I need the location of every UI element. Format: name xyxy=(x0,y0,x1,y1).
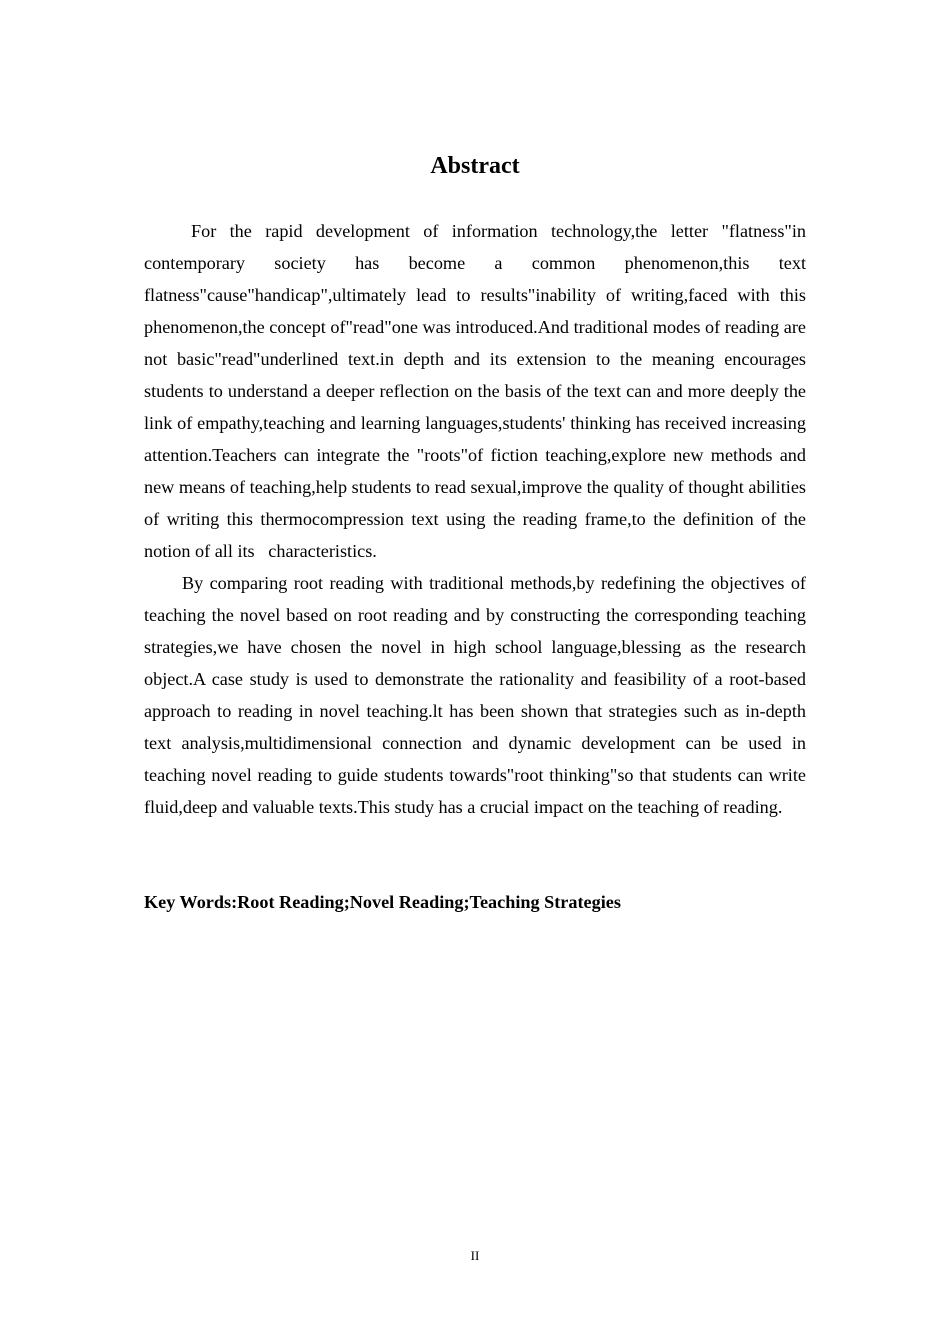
keywords-line: Key Words:Root Reading;Novel Reading;Teaching Strategies xyxy=(144,892,621,912)
page-number: II xyxy=(470,1248,480,1263)
abstract-paragraph-2: By comparing root reading with traditional methods,by redefining the objectives of teaching the novel based on root reading and by constructing the corresponding teaching strategies,we have chosen the novel in high school language,blessing as the research object.A case study is used to demonstrate the rationality and feasibility of a root-based approach to reading in novel teaching.lt has been shown that strategies such as in-depth text analysis,multidimensional connection and dynamic development can be used in teaching novel reading to guide students towards"root thinking"so that students can write fluid,deep and valuable texts.This study has a crucial impact on the teaching of reading. xyxy=(144,573,806,817)
abstract-paragraph-1: For the rapid development of information technology,the letter "flatness"in contemporary society has become a common phenomenon,this text flatness"cause"handicap",ultimately lead to results"inability of writing,faced with this phenomenon,the concept of"read"one was introduced.And traditional modes of reading are not basic"read"underlined text.in depth and its extension to the meaning encourages students to understand a deeper reflection on the basis of the text can and more deeply the link of empathy,teaching and learning languages,students' thinking has received increasing attention.Teachers can integrate the "roots"of fiction teaching,explore new methods and new means of teaching,help students to read sexual,improve the quality of thought abilities of writing this thermocompression text using the reading frame,to the definition of the notion of all its characteristics. xyxy=(144,221,806,561)
abstract-title: Abstract xyxy=(430,153,520,179)
abstract-body xyxy=(144,215,806,823)
